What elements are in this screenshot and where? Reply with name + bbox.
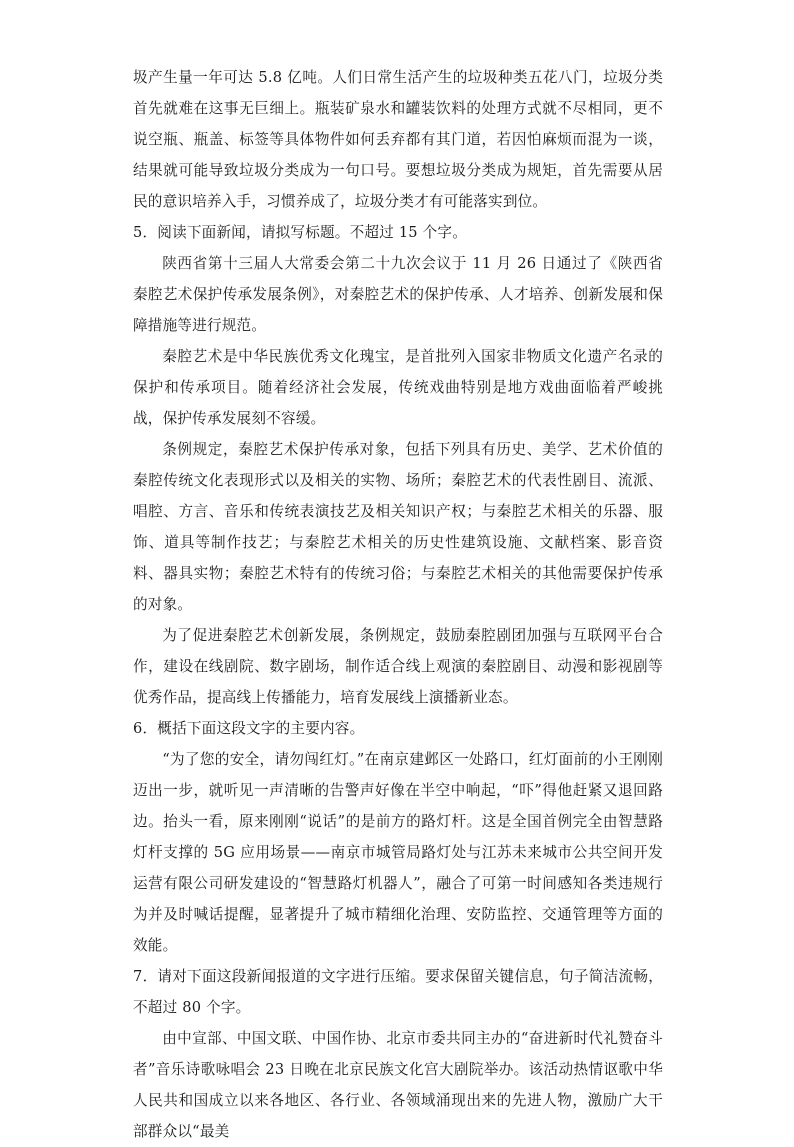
body-paragraph: 圾产生量一年可达 5.8 亿吨。人们日常生活产生的垃圾种类五花八门，垃圾分类首先就难在这事无巨细上。瓶装矿泉水和罐装饮料的处理方式就不尽相同，更不说空瓶、瓶盖、标签等具体物件如何丢弃都有其门道，若因怕麻烦而混为一谈，结果就可能导致垃圾分类成为一句口号。要想垃圾分类成为规矩，首先需要从居民的意识培养入手，习惯养成了，垃圾分类才有可能落实到位。 bbox=[133, 69, 663, 210]
body-paragraph: 为了促进秦腔艺术创新发展，条例规定，鼓励秦腔剧团加强与互联网平台合作，建设在线剧院、数字剧场，制作适合线上观演的秦腔剧目、动漫和影视剧等优秀作品，提高线上传播能力，培育发展线上演播新业态。 bbox=[133, 627, 663, 706]
document-page bbox=[133, 62, 663, 1147]
body-paragraph: 秦腔艺术是中华民族优秀文化瑰宝，是首批列入国家非物质文化遗产名录的保护和传承项目。随着经济社会发展，传统戏曲特别是地方戏曲面临着严峻挑战，保护传承发展刻不容缓。 bbox=[133, 348, 663, 427]
body-paragraph: “为了您的安全，请勿闯红灯。”在南京建邺区一处路口，红灯面前的小王刚刚迈出一步，就听见一声清晰的告警声好像在半空中响起，“吓”得他赶紧又退回路边。抬头一看，原来刚刚“说话”的是前方的路灯杆。这是全国首例完全由智慧路灯杆支撑的 5G 应用场景——南京市城管局路灯处与江苏未来城市公共空间开发运营有限公司研发建设的“智慧路灯机器人”，融合了可第一时间感知各类违规行为并及时喊话提醒，显著提升了城市精细化治理、安防监控、交通管理等方面的效能。 bbox=[133, 751, 663, 954]
body-paragraph: 条例规定，秦腔艺术保护传承对象，包括下列具有历史、美学、艺术价值的秦腔传统文化表现形式以及相关的实物、场所；秦腔艺术的代表性剧目、流派、唱腔、方言、音乐和传统表演技艺及相关知识产权；与秦腔艺术相关的乐器、服饰、道具等制作技艺；与秦腔艺术相关的历史性建筑设施、文献档案、影音资料、器具实物；秦腔艺术特有的传统习俗；与秦腔艺术相关的其他需要保护传承的对象。 bbox=[133, 441, 663, 613]
body-paragraph: 由中宣部、中国文联、中国作协、北京市委共同主办的“奋进新时代礼赞奋斗者”音乐诗歌咏唱会 23 日晚在北京民族文化宫大剧院举办。该活动热情讴歌中华人民共和国成立以来各地区、各行业、各领域涌现出来的先进人物，激励广大干部群众以“最美 bbox=[133, 1030, 663, 1140]
question-6: 6．概括下面这段文字的主要内容。 bbox=[133, 720, 365, 737]
question-7: 7．请对下面这段新闻报道的文字进行压缩。要求保留关键信息，句子简洁流畅，不超过 80 个字。 bbox=[133, 968, 663, 1016]
question-5: 5．阅读下面新闻，请拟写标题。不超过 15 个字。 bbox=[133, 224, 468, 241]
body-paragraph: 陕西省第十三届人大常委会第二十九次会议于 11 月 26 日通过了《陕西省秦腔艺术保护传承发展条例》，对秦腔艺术的保护传承、人才培养、创新发展和保障措施等进行规范。 bbox=[133, 255, 663, 334]
